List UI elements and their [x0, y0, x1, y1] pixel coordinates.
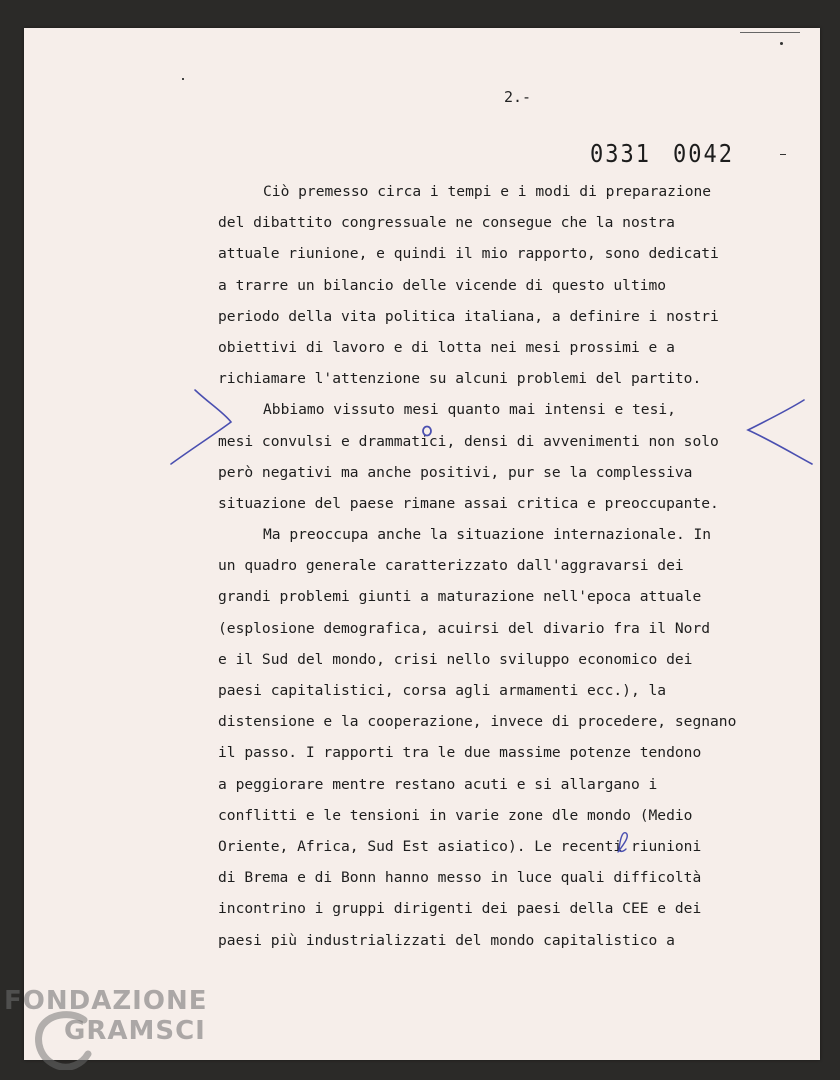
watermark-line-1: FONDAZIONE	[4, 986, 208, 1016]
stamp-right-number: 0042	[672, 140, 734, 169]
page-number: 2.-	[504, 88, 532, 106]
text-line: obiettivi di lavoro e di lotta nei mesi prossimi e a	[218, 338, 675, 356]
text-line: Ma preoccupa anche la situazione internazionale. In	[263, 526, 712, 544]
text-line: a peggiorare mentre restano acuti e si allargano i	[218, 775, 658, 793]
text-line: situazione del paese rimane assai critica e preoccupante.	[218, 494, 719, 512]
text-line: (esplosione demografica, acuirsi del divario fra il Nord	[218, 619, 711, 637]
speck	[182, 78, 184, 80]
text-line: il passo. I rapporti tra le due massime potenze tendono	[218, 744, 702, 762]
text-line: di Brema e di Bonn hanno messo in luce quali difficoltà	[218, 869, 702, 887]
text-line: mesi convulsi e drammatici, densi di avvenimenti non solo	[218, 432, 719, 450]
text-line: e il Sud del mondo, crisi nello sviluppo economico dei	[218, 650, 693, 668]
archive-stamp	[590, 140, 734, 169]
text-line: periodo della vita politica italiana, a definire i nostri	[218, 307, 719, 325]
text-line: paesi capitalistici, corsa agli armamenti ecc.), la	[218, 682, 667, 699]
stamp-left-number: 0331	[590, 140, 651, 169]
page-edge-mark	[740, 28, 800, 33]
text-line: Abbiamo vissuto mesi quanto mai intensi e tesi,	[263, 401, 676, 419]
text-line: Ciò premesso circa i tempi e i modi di preparazione	[263, 183, 712, 200]
watermark-line-2: GRAMSCI	[64, 1016, 206, 1046]
text-line: distensione e la cooperazione, invece di procedere, segnano	[218, 713, 737, 731]
text-line: un quadro generale caratterizzato dall'aggravarsi dei	[218, 557, 684, 575]
text-line: però negativi ma anche positivi, pur se la complessiva	[218, 463, 693, 481]
corner-tick	[780, 154, 786, 155]
text-line: a trarre un bilancio delle vicende di questo ultimo	[218, 276, 667, 294]
text-line: richiamare l'attenzione su alcuni problemi del partito.	[218, 370, 702, 388]
text-line: Oriente, Africa, Sud Est asiatico). Le recenti riunioni	[218, 837, 702, 855]
text-line: grandi problemi giunti a maturazione nell'epoca attuale	[218, 588, 702, 606]
text-line: attuale riunione, e quindi il mio rapporto, sono dedicati	[218, 245, 719, 263]
watermark-logo-icon	[34, 1010, 94, 1070]
text-line: del dibattito congressuale ne consegue che la nostra	[218, 214, 675, 232]
text-line: paesi più industrializzati del mondo capitalistico a	[218, 931, 675, 949]
text-line: conflitti e le tensioni in varie zone dle mondo (Medio	[218, 806, 693, 824]
text-line: incontrino i gruppi dirigenti dei paesi della CEE e dei	[218, 900, 702, 918]
typewritten-body	[218, 176, 778, 956]
corner-dot	[780, 42, 783, 45]
